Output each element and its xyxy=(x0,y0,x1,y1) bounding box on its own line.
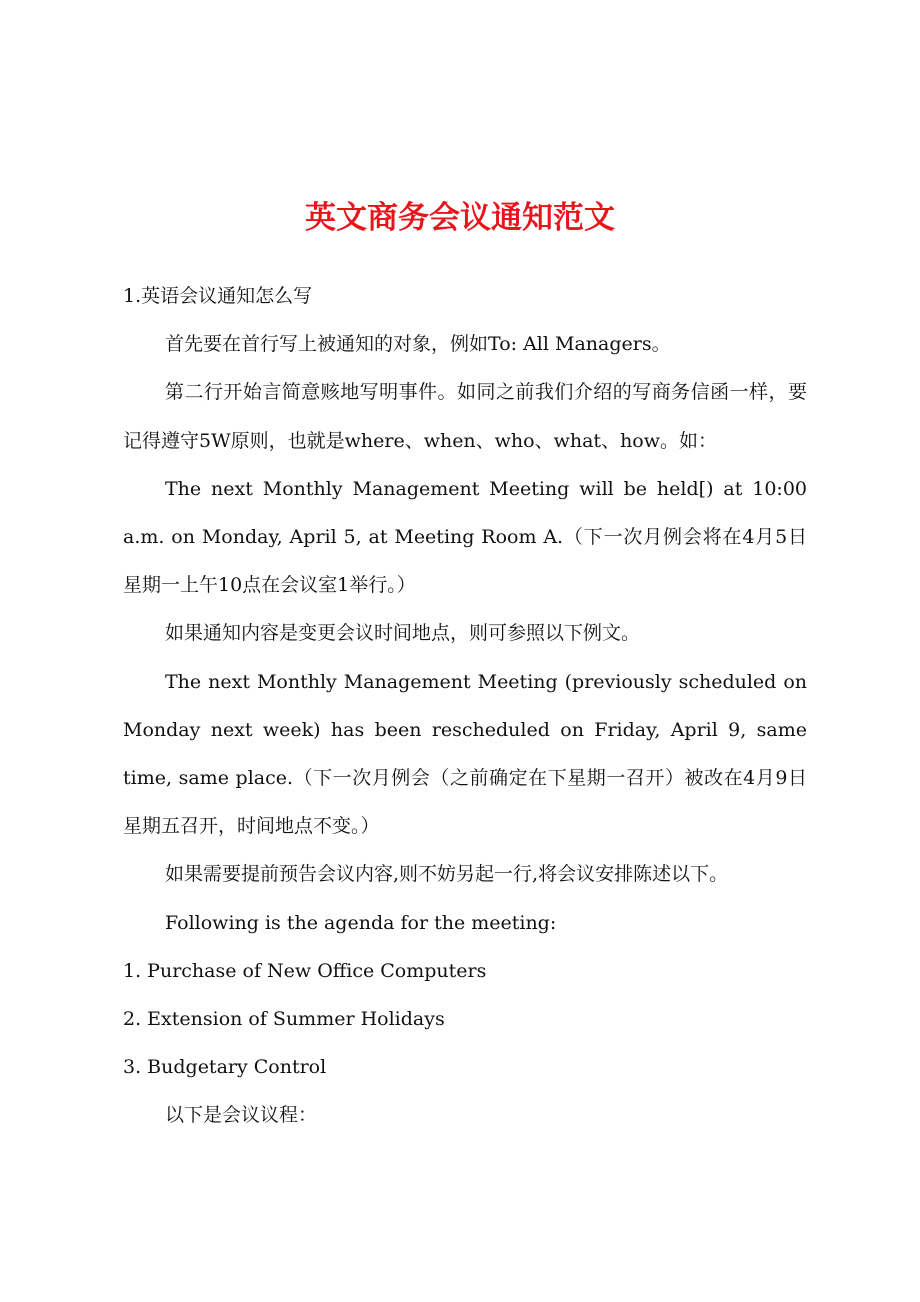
agenda-item: 3. Budgetary Control xyxy=(123,1056,327,1079)
paragraph-agenda-note: 如果需要提前预告会议内容,则不妨另起一行,将会议安排陈述以下。 xyxy=(165,863,729,886)
section-heading: 1.英语会议通知怎么写 xyxy=(123,285,313,307)
agenda-item: 2. Extension of Summer Holidays xyxy=(123,1008,445,1031)
paragraph-example-1: The next Monthly Management Meeting will be held[) at 10:00 a.m. on Monday, April 5, at Meeting Room A.（下一次月例会将在4月5日星期一上午10点在会议室1举行。） xyxy=(123,477,807,597)
document-body xyxy=(123,272,807,1140)
closing-line: 以下是会议议程： xyxy=(165,1104,318,1127)
agenda-item: 1. Purchase of New Office Computers xyxy=(123,959,487,982)
document-title: 英文商务会议通知范文 xyxy=(305,200,615,236)
paragraph-5w-rule: 第二行开始言简意赅地写明事件。如同之前我们介绍的写商务信函一样，要记得遵守5W原则，也就是where、when、who、what、how。如： xyxy=(123,381,807,452)
paragraph-agenda-intro: Following is the agenda for the meeting: xyxy=(165,911,557,934)
paragraph-change-note: 如果通知内容是变更会议时间地点，则可参照以下例文。 xyxy=(165,622,641,645)
paragraph-example-2: The next Monthly Management Meeting (previously scheduled on Monday next week) has been rescheduled on Friday, April 9, same time, same place.（下一次月例会（之前确定在下星期一召开）被改在4月9日星期五召开，时间地点不变。） xyxy=(123,670,807,838)
paragraph-recipient: 首先要在首行写上被通知的对象，例如To: All Managers。 xyxy=(165,333,671,356)
